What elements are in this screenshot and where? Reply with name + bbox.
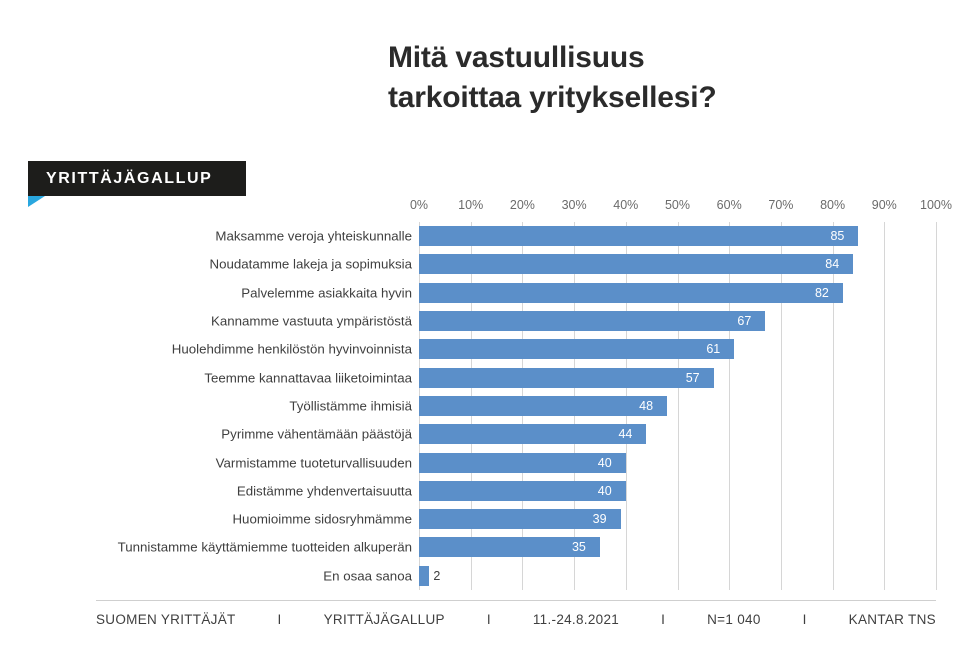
chart-bars bbox=[0, 222, 980, 590]
bar-category-label: Pyrimme vähentämään päästöjä bbox=[221, 426, 412, 442]
bar-value-label: 57 bbox=[685, 370, 700, 385]
bar-value-label: 40 bbox=[597, 483, 612, 498]
bar-category-label: Edistämme yhdenvertaisuutta bbox=[236, 483, 412, 499]
bar-category-label: Teemme kannattavaa liiketoimintaa bbox=[204, 370, 412, 386]
bar bbox=[419, 396, 667, 416]
bar bbox=[419, 424, 646, 444]
x-axis-tick-0: 0% bbox=[409, 198, 429, 212]
x-axis-tick-20: 20% bbox=[509, 198, 535, 212]
x-axis-tick-40: 40% bbox=[613, 198, 639, 212]
bar-category-label: Noudatamme lakeja ja sopimuksia bbox=[209, 256, 412, 272]
footer bbox=[96, 612, 936, 627]
bar-value-label: 40 bbox=[597, 455, 612, 470]
bar-value-label: 85 bbox=[830, 229, 845, 244]
bar-category-label: Kannamme vastuuta ympäristöstä bbox=[210, 313, 412, 329]
bar-value-label: 2 bbox=[433, 568, 441, 583]
chart-row bbox=[0, 363, 980, 391]
bar bbox=[419, 339, 734, 359]
footer-item: 11.-24.8.2021 bbox=[532, 612, 620, 627]
chart-row bbox=[0, 222, 980, 250]
bar bbox=[419, 283, 843, 303]
bar bbox=[419, 481, 626, 501]
bar bbox=[419, 226, 858, 246]
footer-item: YRITTÄJÄGALLUP bbox=[323, 612, 445, 627]
chart-row bbox=[0, 477, 980, 505]
bar bbox=[419, 453, 626, 473]
chart-row bbox=[0, 420, 980, 448]
bar-value-label: 44 bbox=[618, 427, 633, 442]
x-axis-tick-70: 70% bbox=[768, 198, 794, 212]
bar-value-label: 82 bbox=[814, 285, 829, 300]
bar-category-label: Maksamme veroja yhteiskunnalle bbox=[215, 228, 412, 244]
chart-row bbox=[0, 250, 980, 278]
bar-category-label: Huomioimme sidosryhmämme bbox=[232, 511, 412, 527]
bar bbox=[419, 368, 714, 388]
x-axis-tick-50: 50% bbox=[664, 198, 691, 212]
bar bbox=[419, 566, 429, 586]
chart-row bbox=[0, 562, 980, 590]
bar-value-label: 39 bbox=[592, 512, 607, 527]
bar-value-label: 48 bbox=[639, 398, 654, 413]
x-axis-tick-80: 80% bbox=[820, 198, 846, 212]
bar bbox=[419, 254, 853, 274]
bar-value-label: 67 bbox=[737, 314, 752, 329]
x-axis-tick-60: 60% bbox=[716, 198, 742, 212]
x-axis-tick-10: 10% bbox=[458, 198, 484, 212]
chart-row bbox=[0, 392, 980, 420]
bar-category-label: En osaa sanoa bbox=[323, 568, 412, 584]
page-title-line-1: Mitä vastuullisuus bbox=[388, 41, 645, 74]
bar-category-label: Huolehdimme henkilöstön hyvinvoinnista bbox=[171, 341, 412, 357]
bar-value-label: 35 bbox=[571, 540, 586, 555]
footer-separator: I bbox=[486, 612, 491, 627]
x-axis-tick-90: 90% bbox=[871, 198, 897, 212]
footer-item: KANTAR TNS bbox=[848, 612, 936, 627]
bar-category-label: Tunnistamme käyttämiemme tuotteiden alkuperän bbox=[117, 539, 412, 555]
logo-label: YRITTÄJÄGALLUP bbox=[46, 170, 213, 187]
chart-row bbox=[0, 448, 980, 476]
bar-value-label: 84 bbox=[825, 257, 840, 272]
chart-row bbox=[0, 505, 980, 533]
bar-category-label: Varmistamme tuoteturvallisuuden bbox=[215, 455, 412, 471]
bar-category-label: Työllistämme ihmisiä bbox=[289, 398, 412, 414]
footer-item: SUOMEN YRITTÄJÄT bbox=[96, 612, 236, 627]
footer-separator: I bbox=[277, 612, 282, 627]
chart-row bbox=[0, 307, 980, 335]
footer-divider bbox=[96, 600, 936, 601]
chart-row bbox=[0, 335, 980, 363]
footer-separator: I bbox=[802, 612, 807, 627]
page-title-line-2: tarkoittaa yrityksellesi? bbox=[388, 80, 717, 114]
x-axis-tick-100: 100% bbox=[920, 198, 952, 212]
footer-item: N=1 040 bbox=[707, 612, 761, 627]
x-axis-tick-labels bbox=[0, 198, 980, 216]
bar-category-label: Palvelemme asiakkaita hyvin bbox=[241, 285, 412, 301]
bar-value-label: 61 bbox=[706, 342, 721, 357]
bar bbox=[419, 509, 621, 529]
chart-row bbox=[0, 279, 980, 307]
bar bbox=[419, 311, 765, 331]
footer-separator: I bbox=[661, 612, 666, 627]
x-axis-tick-30: 30% bbox=[561, 198, 587, 212]
chart-row bbox=[0, 533, 980, 561]
